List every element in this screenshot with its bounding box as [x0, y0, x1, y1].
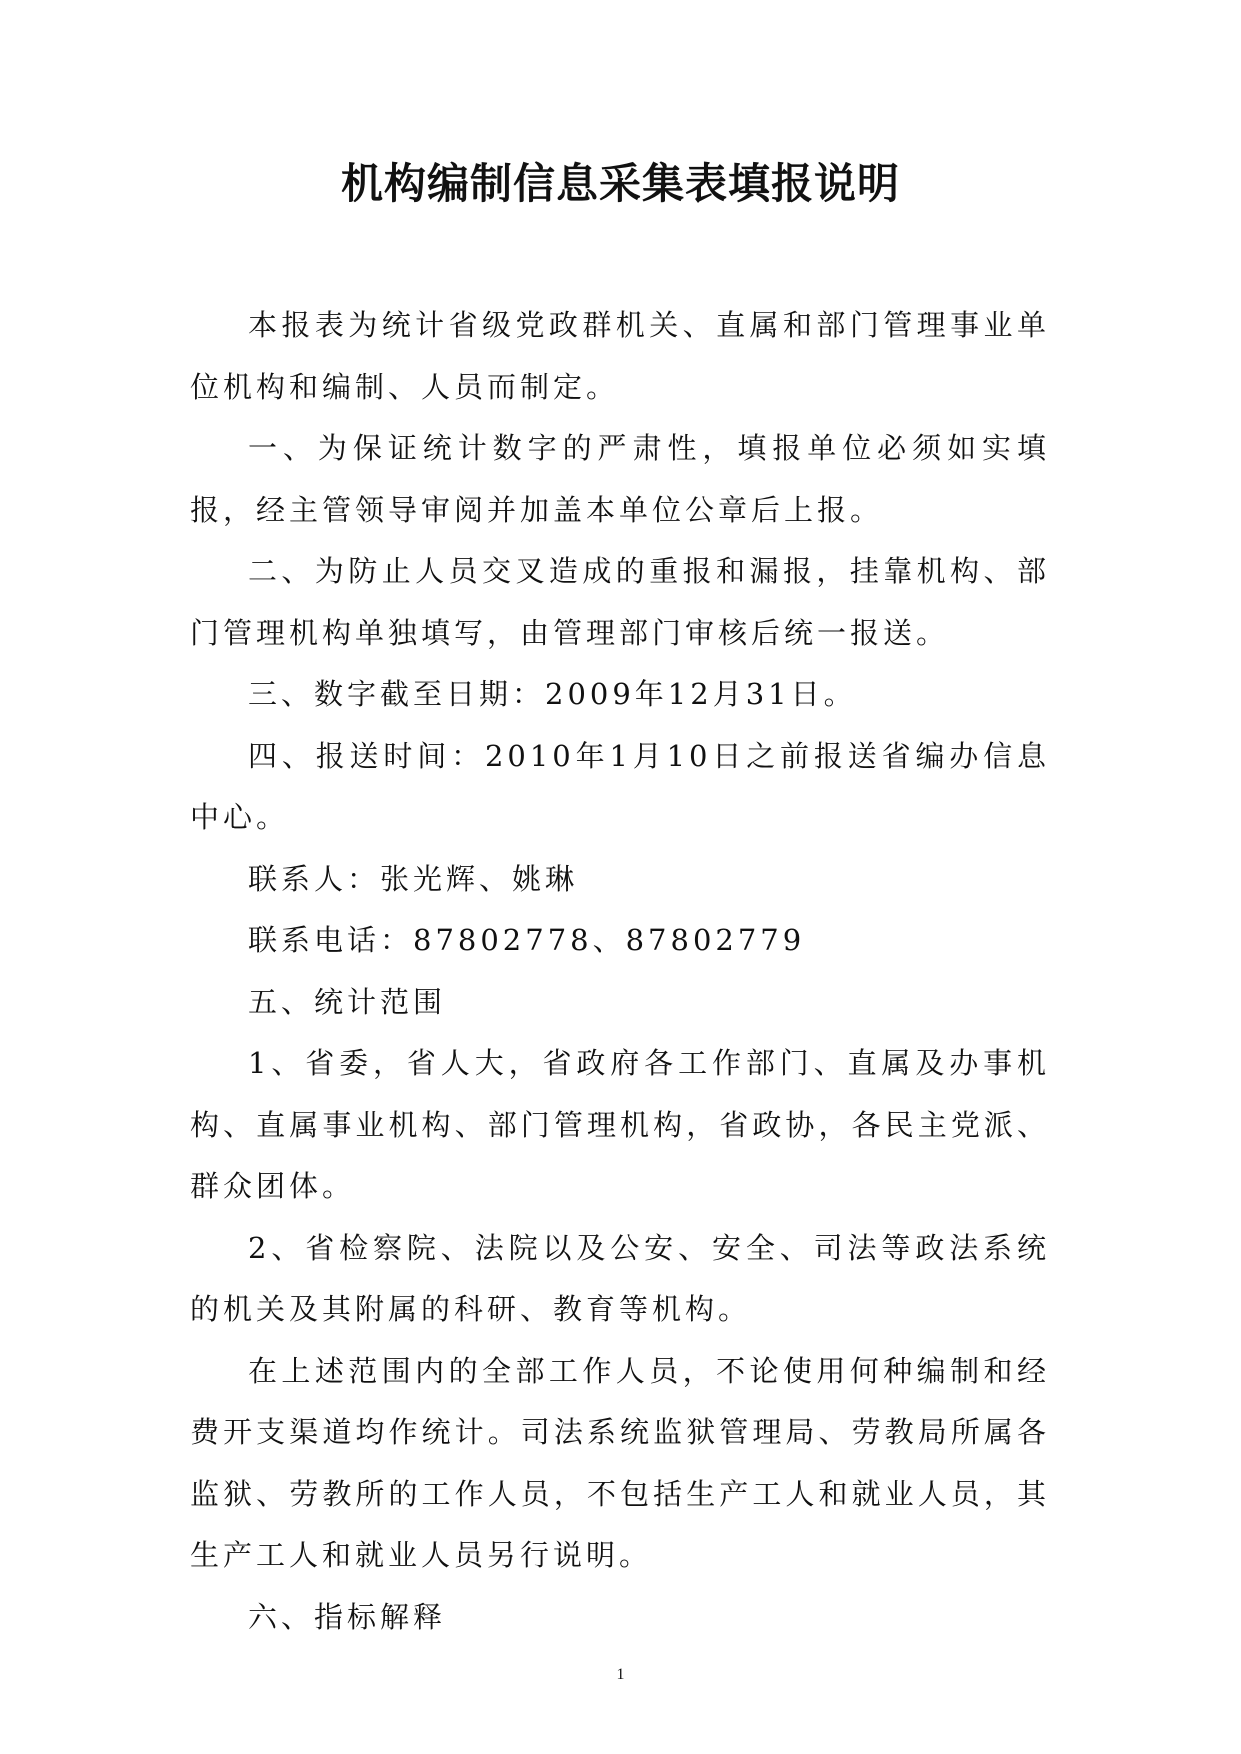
paragraph-scope-1: 1、省委，省人大，省政府各工作部门、直属及办事机构、直属事业机构、部门管理机构，省政协，各民主党派、群众团体。	[190, 1046, 1050, 1203]
paragraph-scope-2: 2、省检察院、法院以及公安、安全、司法等政法系统的机关及其附属的科研、教育等机构。	[190, 1230, 1050, 1326]
paragraph-item-6-heading: 六、指标解释	[248, 1599, 447, 1634]
paragraph-item-1: 一、为保证统计数字的严肃性，填报单位必须如实填报，经主管领导审阅并加盖本单位公章后上报。	[190, 431, 1050, 527]
page-number: 1	[616, 1666, 625, 1683]
paragraph-contact-person: 联系人：张光辉、姚琳	[248, 861, 579, 896]
document-title: 机构编制信息采集表填报说明	[340, 159, 900, 208]
paragraph-item-5-heading: 五、统计范围	[248, 984, 447, 1019]
paragraph-contact-phone: 联系电话：87802778、87802779	[248, 923, 806, 957]
paragraph-item-2: 二、为防止人员交叉造成的重报和漏报，挂靠机构、部门管理机构单独填写，由管理部门审核后统一报送。	[190, 554, 1050, 650]
paragraph-item-4-submission: 四、报送时间：2010年1月10日之前报送省编办信息中心。	[190, 738, 1050, 834]
document-body	[190, 295, 1050, 1648]
paragraph-item-3-deadline: 三、数字截至日期：2009年12月31日。	[248, 677, 857, 711]
paragraph-intro: 本报表为统计省级党政群机关、直属和部门管理事业单位机构和编制、人员而制定。	[190, 308, 1050, 404]
paragraph-scope-note: 在上述范围内的全部工作人员，不论使用何种编制和经费开支渠道均作统计。司法系统监狱管理局、劳教局所属各监狱、劳教所的工作人员，不包括生产工人和就业人员，其生产工人和就业人员另行说明。	[190, 1353, 1050, 1572]
